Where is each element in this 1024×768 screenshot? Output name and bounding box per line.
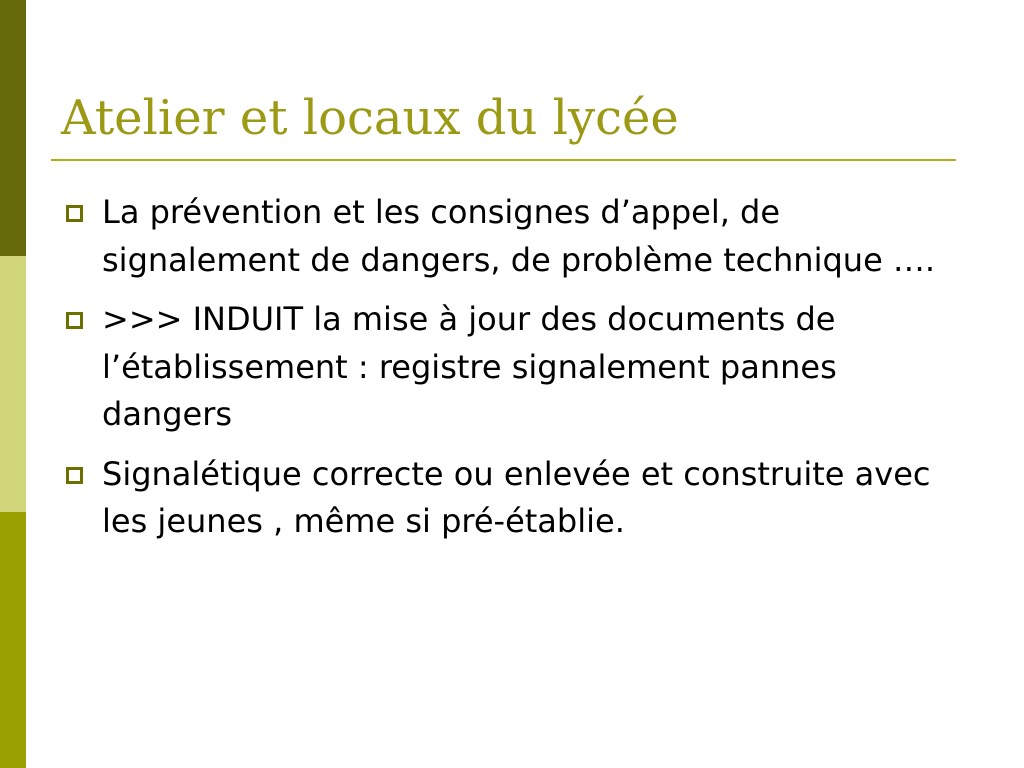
bullet-item (66, 451, 966, 546)
bullet-list (66, 189, 966, 558)
bullet-text: Signalétique correcte ou enlevée et construite avec les jeunes , même si pré-établie. (102, 454, 931, 540)
square-bullet-icon (66, 312, 83, 329)
bullet-item (66, 296, 966, 439)
sidebar-segment-middle (0, 256, 26, 512)
bullet-item (66, 189, 966, 284)
square-bullet-icon (66, 205, 83, 222)
bullet-text: La prévention et les consignes d’appel, de signalement de dangers, de problème technique …. (102, 193, 936, 279)
bullet-text: >>> INDUIT la mise à jour des documents de l’établissement : registre signalement pannes dangers (102, 300, 837, 433)
slide-title: Atelier et locaux du lycée (61, 90, 679, 146)
sidebar-decoration (0, 0, 26, 768)
sidebar-segment-bottom (0, 512, 26, 768)
title-underline (51, 159, 956, 161)
sidebar-segment-top (0, 0, 26, 256)
square-bullet-icon (66, 467, 83, 484)
